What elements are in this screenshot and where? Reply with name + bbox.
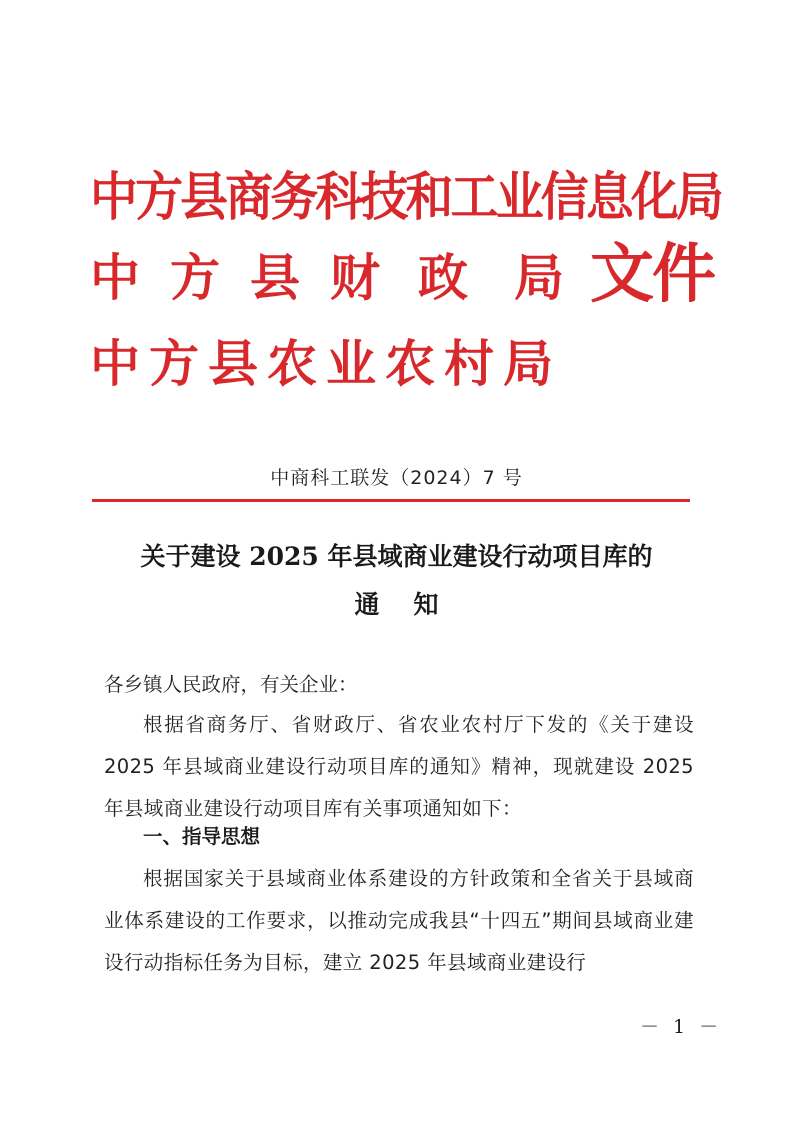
issuer-char: 方 xyxy=(170,248,220,307)
issuer-char: 政 xyxy=(418,248,468,307)
page-number: － 1 － xyxy=(640,1016,723,1038)
issuer-char: 局 xyxy=(514,248,564,307)
body-paragraph-1: 根据省商务厅、省财政厅、省农业农村厅下发的《关于建设 2025 年县域商业建设行动项目库的通知》精神，现就建设 2025 年县域商业建设行动项目库有关事项通知如下： xyxy=(104,713,694,820)
issuer-char: 县 xyxy=(250,248,300,307)
document-number: 中商科工联发（2024）7 号 xyxy=(270,467,523,489)
section-heading-guiding-ideology: 一、指导思想 xyxy=(143,825,261,848)
issuer-line-agriculture-bureau: 中方县农业农村局 xyxy=(90,334,562,393)
issuer-line-finance-bureau xyxy=(90,248,574,308)
body-paragraph-2: 根据国家关于县域商业体系建设的方针政策和全省关于县域商业体系建设的工作要求，以推动完成我县“十四五”期间县域商业建设行动指标任务为目标，建立 2025 年县域商业建设行 xyxy=(104,867,694,974)
issuer-line-commerce-bureau: 中方县商务科技和工业信息化局 xyxy=(90,167,722,228)
document-title-line-2: 通知 xyxy=(354,590,473,619)
document-word-label: 文件 xyxy=(590,237,714,312)
red-divider-line xyxy=(92,499,690,502)
issuer-char: 财 xyxy=(330,248,380,307)
issuer-char: 中 xyxy=(90,248,140,307)
salutation: 各乡镇人民政府，有关企业： xyxy=(104,673,358,696)
document-title-line-1: 关于建设 2025 年县域商业建设行动项目库的 xyxy=(140,542,653,571)
